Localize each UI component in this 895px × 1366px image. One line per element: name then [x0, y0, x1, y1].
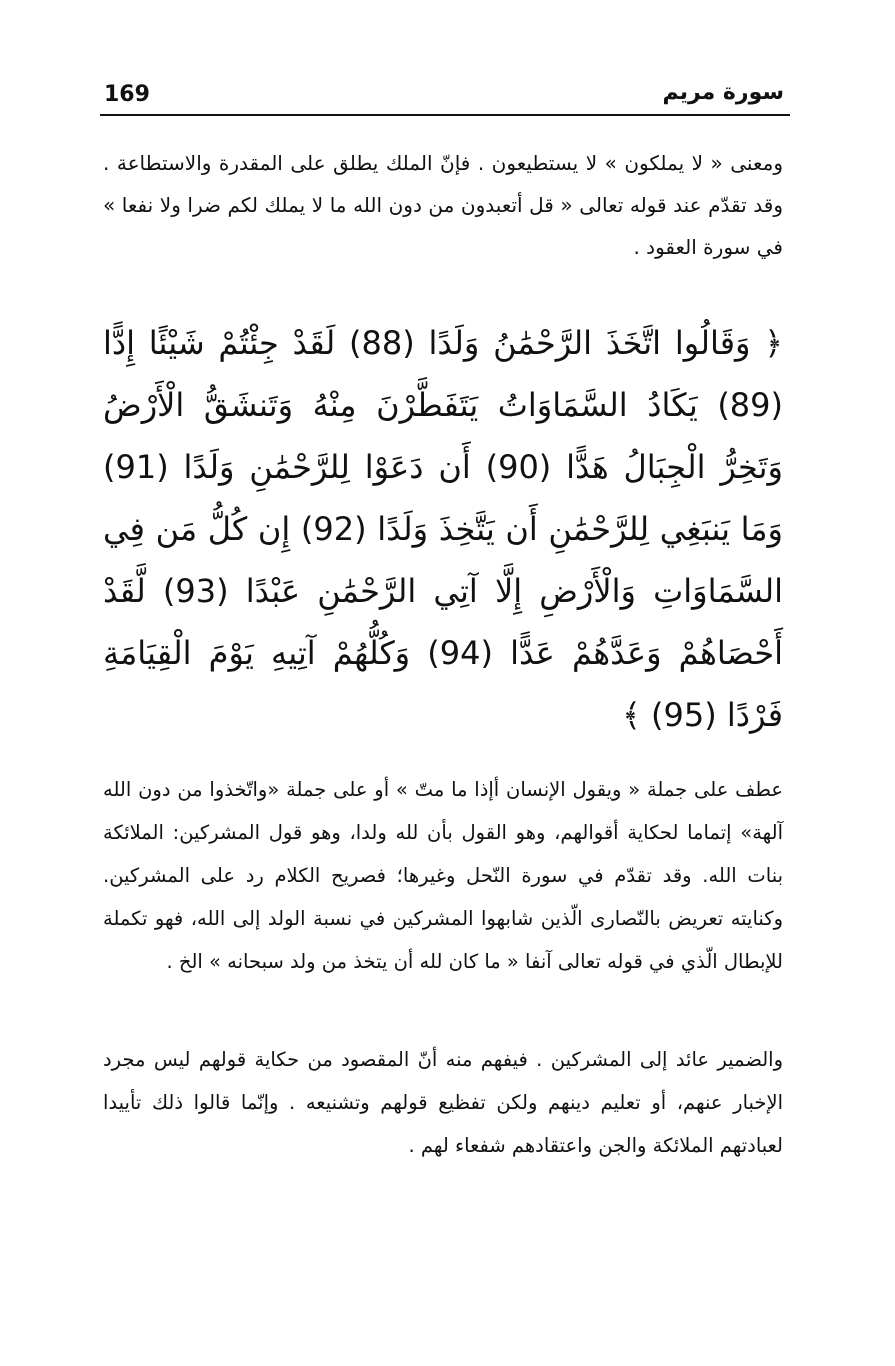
- running-title: سورة مريم: [662, 80, 784, 105]
- quran-verse-block: [103, 312, 783, 746]
- commentary-paragraph-2: [103, 1038, 783, 1167]
- paragraph-text: والضمير عائد إلى المشركين . فيفهم منه أنّ المقصود من حكاية قولهم ليس مجرد الإخبار عنهم، أو تعليم دينهم ولكن تفظيع قولهم وتشنيعه . وإنّما قالوا ذلك تأييدا لعبادتهم الملائكة والجن واعتقادهم شفعاء لهم .: [103, 1048, 783, 1157]
- verse-text: ﴿ وَقَالُوا اتَّخَذَ الرَّحْمَٰنُ وَلَدًا (88) لَقَدْ جِئْتُمْ شَيْئًا إِدًّا (89) يَكَادُ السَّمَاوَاتُ يَتَفَطَّرْنَ مِنْهُ وَتَنشَقُّ الْأَرْضُ وَتَخِرُّ الْجِبَالُ هَدًّا (90) أَن دَعَوْا لِلرَّحْمَٰنِ وَلَدًا (91) وَمَا يَنبَغِي لِلرَّحْمَٰنِ أَن يَتَّخِذَ وَلَدًا (92) إِن كُلُّ مَن فِي السَّمَاوَاتِ وَالْأَرْضِ إِلَّا آتِي الرَّحْمَٰنِ عَبْدًا (93) لَّقَدْ أَحْصَاهُمْ وَعَدَّهُمْ عَدًّا (94) وَكُلُّهُمْ آتِيهِ يَوْمَ الْقِيَامَةِ فَرْدًا (95) ﴾: [103, 324, 784, 734]
- page-number: 169: [104, 82, 150, 107]
- paragraph-text: ومعنى « لا يملكون » لا يستطيعون . فإنّ الملك يطلق على المقدرة والاستطاعة . وقد تقدّم عند قوله تعالى « قل أتعبدون من دون الله ما لا يملك لكم ضرا ولا نفعا » في سورة العقود .: [103, 151, 783, 259]
- intro-paragraph: [103, 142, 783, 268]
- commentary-paragraph-1: [103, 768, 783, 983]
- paragraph-text: عطف على جملة « ويقول الإنسان أإذا ما متّ » أو على جملة «واتّخذوا من دون الله آلهة» إتماما لحكاية أقوالهم، وهو القول بأن لله ولدا، وهو قول المشركين: الملائكة بنات الله. وقد تقدّم في سورة النّحل وغيرها؛ فصريح الكلام رد على المشركين. وكنايته تعريض بالنّصارى الّذين شابهوا المشركين في نسبة الولد إلى الله، فهو تكملة للإبطال الّذي في قوله تعالى آنفا « ما كان لله أن يتخذ من ولد سبحانه » الخ .: [103, 778, 783, 973]
- page-header: [100, 80, 790, 116]
